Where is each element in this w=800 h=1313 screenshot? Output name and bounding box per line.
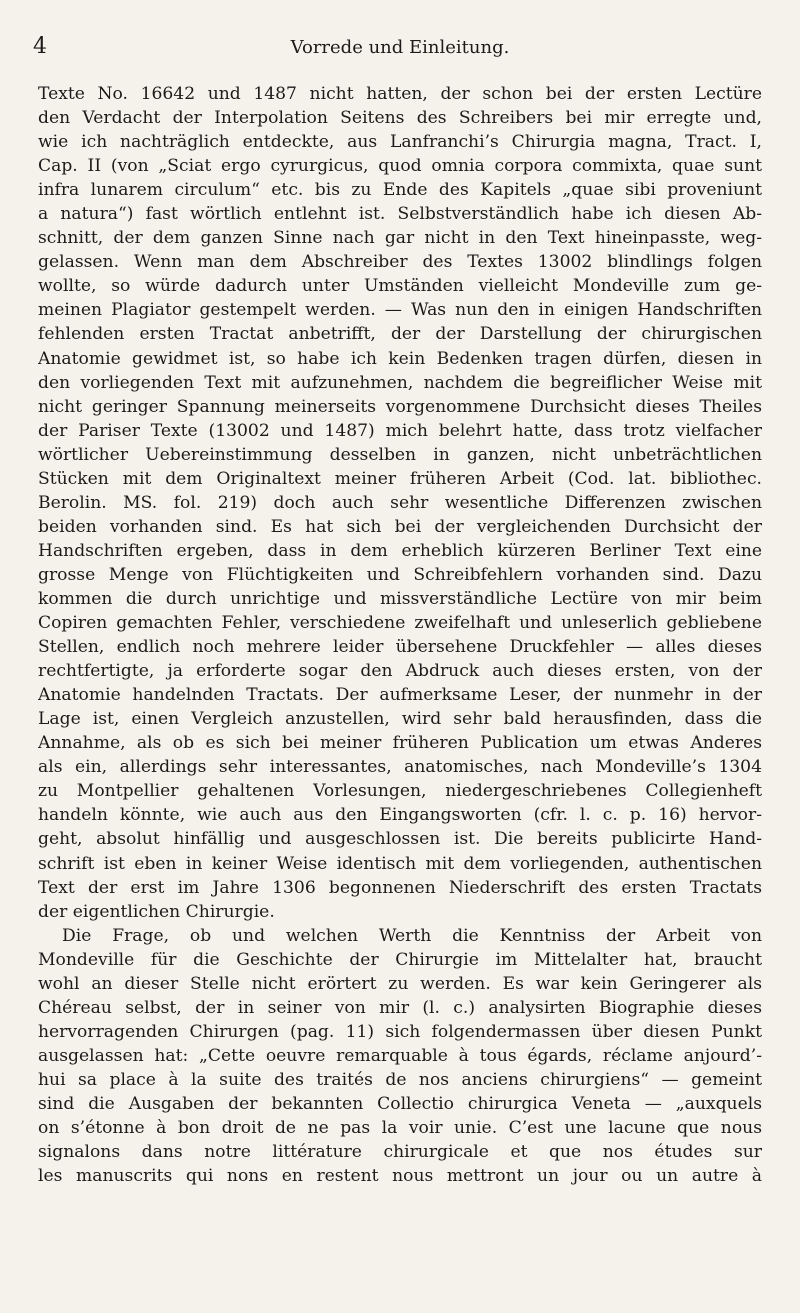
page-header [33, 34, 767, 64]
text-line: den Verdacht der Interpolation Seitens des Schreibers bei mir erregte und, [38, 108, 762, 129]
text-line: zu Montpellier gehaltenen Vorlesungen, niedergeschriebenes Collegienheft [38, 781, 762, 802]
text-line: grosse Menge von Flüchtigkeiten und Schreibfehlern vorhanden sind. Dazu [38, 564, 762, 585]
text-line: wie ich nachträglich entdeckte, aus Lanfranchi’s Chirurgia magna, Tract. I, [38, 132, 762, 153]
text-line: beiden vorhanden sind. Es hat sich bei der vergleichenden Durchsicht der [38, 516, 762, 537]
text-line: Berolin. MS. fol. 219) doch auch sehr wesentliche Differenzen zwischen [38, 492, 762, 513]
text-line: Stellen, endlich noch mehrere leider übersehene Druckfehler — alles dieses [38, 637, 762, 658]
text-line: on s’étonne à bon droit de ne pas la voir unie. C’est une lacune que nous [38, 1118, 762, 1139]
text-line: ausgelassen hat: „Cette oeuvre remarquable à tous égards, réclame anjourd’- [38, 1045, 762, 1066]
text-line: Text der erst im Jahre 1306 begonnenen Niederschrift des ersten Tractats [38, 877, 762, 898]
text-line: rechtfertigte, ja erforderte sogar den Abdruck auch dieses ersten, von der [38, 661, 762, 682]
text-line: Copiren gemachten Fehler, verschiedene zweifelhaft und unleserlich gebliebene [38, 613, 762, 634]
text-line: als ein, allerdings sehr interessantes, anatomisches, nach Mondeville’s 1304 [38, 757, 762, 778]
text-line: nicht geringer Spannung meinerseits vorgenommene Durchsicht dieses Theiles [38, 396, 762, 417]
text-line: Handschriften ergeben, dass in dem erheblich kürzeren Berliner Text eine [38, 540, 762, 561]
text-line: Die Frage, ob und welchen Werth die Kenntniss der Arbeit von [62, 925, 762, 946]
text-line: infra lunarem circulum“ etc. bis zu Ende des Kapitels „quae sibi proveniunt [38, 180, 762, 201]
running-title: Vorrede und Einleitung. [290, 37, 510, 58]
text-line: fehlenden ersten Tractat anbetrifft, der der Darstellung der chirurgischen [38, 324, 762, 345]
text-line: Chéreau selbst, der in seiner von mir (l. c.) analysirten Biographie dieses [38, 997, 762, 1018]
text-line: meinen Plagiator gestempelt werden. — Was nun den in einigen Handschriften [38, 300, 762, 321]
text-line: gelassen. Wenn man dem Abschreiber des Textes 13002 blindlings folgen [38, 252, 762, 273]
text-line: Lage ist, einen Vergleich anzustellen, wird sehr bald herausfinden, dass die [38, 709, 762, 730]
text-line: handeln könnte, wie auch aus den Eingangsworten (cfr. l. c. p. 16) hervor- [38, 805, 762, 826]
text-line: kommen die durch unrichtige und missverständliche Lectüre von mir beim [38, 588, 762, 609]
text-line: Texte No. 16642 und 1487 nicht hatten, der schon bei der ersten Lectüre [38, 84, 762, 104]
text-line: sind die Ausgaben der bekannten Collectio chirurgica Veneta — „auxquels [38, 1093, 762, 1114]
text-line: signalons dans notre littérature chirurgicale et que nos études sur [38, 1142, 762, 1163]
text-line: Anatomie handelnden Tractats. Der aufmerksame Leser, der nunmehr in der [38, 685, 762, 706]
text-line: hui sa place à la suite des traités de nos anciens chirurgiens“ — gemeint [38, 1069, 762, 1090]
text-line: Mondeville für die Geschichte der Chirurgie im Mittelalter hat, braucht [38, 949, 762, 970]
text-line: der eigentlichen Chirurgie. [38, 901, 275, 922]
text-line: den vorliegenden Text mit aufzunehmen, nachdem die begreiflicher Weise mit [38, 372, 762, 393]
text-line: wollte, so würde dadurch unter Umständen vielleicht Mondeville zum ge- [38, 276, 762, 297]
text-line: schrift ist eben in keiner Weise identisch mit dem vorliegenden, authentischen [38, 853, 762, 874]
page-number: 4 [33, 34, 47, 59]
text-line: Annahme, als ob es sich bei meiner früheren Publication um etwas Anderes [38, 733, 762, 754]
text-line: wohl an dieser Stelle nicht erörtert zu werden. Es war kein Geringerer als [38, 973, 762, 994]
text-line: wörtlicher Uebereinstimmung desselben in ganzen, nicht unbeträchtlichen [38, 444, 762, 465]
text-line: Stücken mit dem Originaltext meiner früheren Arbeit (Cod. lat. bibliothec. [38, 468, 762, 489]
text-line: a natura“) fast wörtlich entlehnt ist. Selbstverständlich habe ich diesen Ab- [38, 204, 762, 225]
text-line: hervorragenden Chirurgen (pag. 11) sich folgendermassen über diesen Punkt [38, 1021, 762, 1042]
text-line: der Pariser Texte (13002 und 1487) mich belehrt hatte, dass trotz vielfacher [38, 420, 762, 441]
body-text [38, 82, 762, 1188]
text-line: geht, absolut hinfällig und ausgeschlossen ist. Die bereits publicirte Hand- [38, 829, 762, 850]
text-line: les manuscrits qui nons en restent nous mettront un jour ou un autre à [38, 1166, 762, 1187]
text-line: Cap. II (von „Sciat ergo cyrurgicus, quod omnia corpora commixta, quae sunt [38, 156, 762, 177]
text-line: schnitt, der dem ganzen Sinne nach gar nicht in den Text hineinpasste, weg- [38, 228, 762, 249]
text-line: Anatomie gewidmet ist, so habe ich kein Bedenken tragen dürfen, diesen in [38, 348, 762, 369]
